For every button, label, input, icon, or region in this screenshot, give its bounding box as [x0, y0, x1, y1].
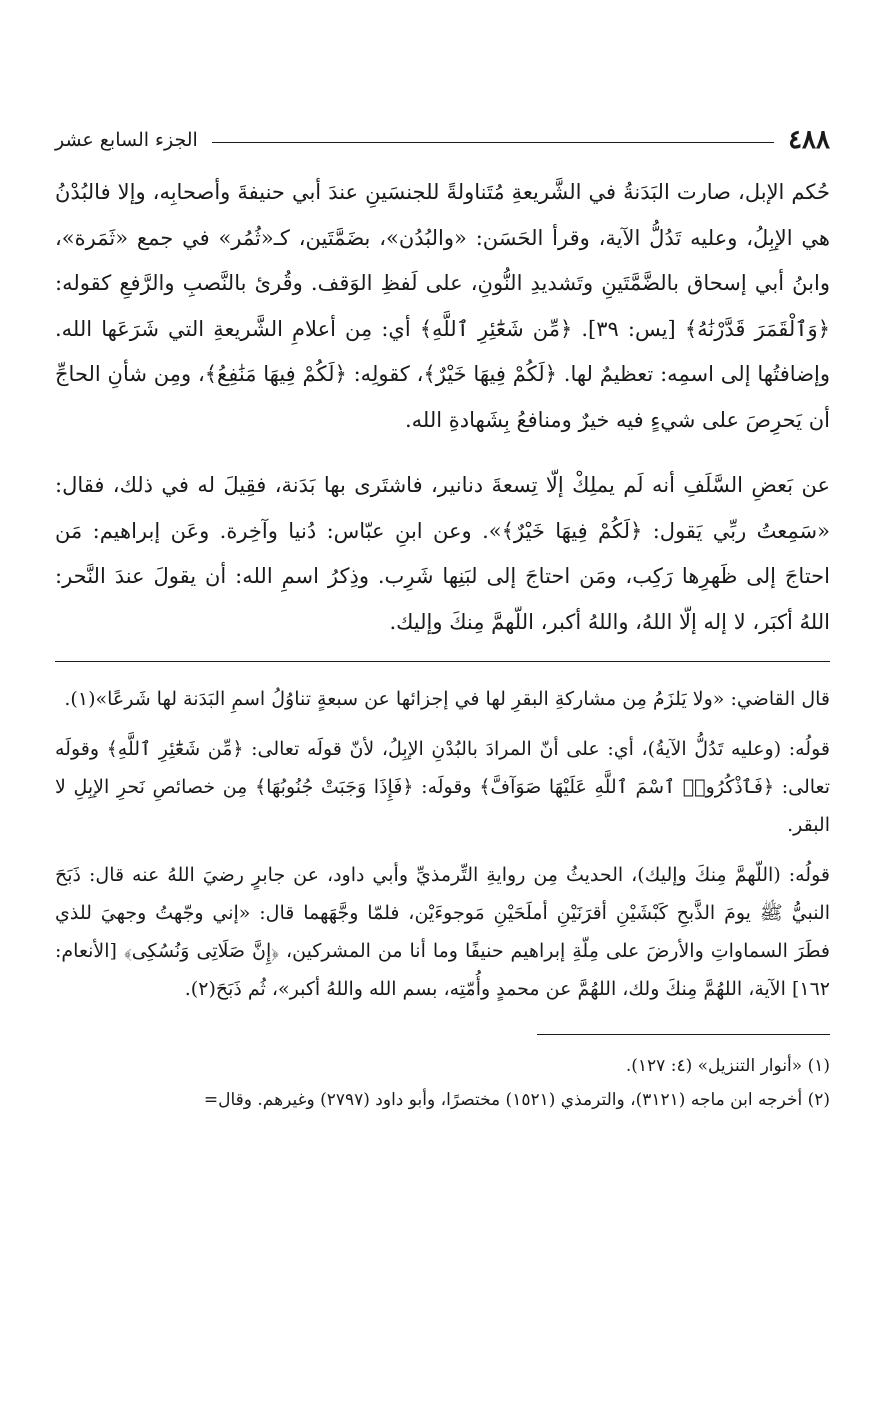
- page-header: [55, 120, 830, 160]
- main-paragraph: عن بَعضِ السَّلَفِ أنه لَم يملِكْ إلّا تِسعةَ دنانير، فاشتَرى بها بَدَنة، فقِيلَ له في ذلك، فقال: «سَمِعتُ ربِّي يَقول: ﴿لَكُمْ فِيهَا خَيْرٌ﴾». وعن ابنِ عبّاس: دُنيا وآخِرة. وعَن إبراهيم: مَن احتاجَ إلى ظَهرِها رَكِب، ومَن احتاجَ إلى لبَنِها شَرِب. وذِكرُ اسمِ الله: أن يقولَ عندَ النَّحر: اللهُ أكبَر، لا إله إلّا اللهُ، واللهُ أكبر، اللّهمَّ مِنكَ وإليك.: [55, 473, 830, 634]
- main-text: [55, 170, 830, 645]
- footnote-separator: [537, 1034, 830, 1035]
- footnotes: [55, 1049, 830, 1117]
- commentary-paragraph: قولُه: (اللّهمَّ مِنكَ وإليك)، الحديثُ مِن روايةِ التِّرمذيِّ وأبي داود، عن جابرٍ رضيَ اللهُ عنه قال: ذَبَحَ النبيُّ ﷺ يومَ الذَّبحِ كَبْشَيْنِ أقرَنَيْنِ أملَحَيْنِ مَوجوءَيْن، فلمّا وجَّهَهما قال: «إني وجّهتُ وجهيَ للذي فطَرَ السماواتِ والأرضَ على مِلّةِ إبراهيم حنيفًا وما أنا من المشركين، ﴿إِنَّ صَلَاتِى وَنُسُكِى﴾ [الأنعام: ١٦٢] الآية، اللهُمَّ مِنكَ ولك، اللهُمَّ عن محمدٍ وأُمّتِه، بسم الله واللهُ أكبر»، ثُم ذَبَحَ(٢).: [55, 864, 830, 1000]
- main-paragraph: حُكم الإبل، صارت البَدَنةُ في الشَّريعةِ مُتَناولةً للجنسَينِ عندَ أبي حنيفةَ وأصحابِه، وإلا فالبُدْنُ هي الإبِلُ، وعليه تَدُلُّ الآية، وقرأ الحَسَن: «والبُدُن»، بضَمَّتَين، كـ«ثُمُر» في جمع «ثَمَرة»، وابنُ أبي إسحاق بالضَّمَّتَينِ وتَشديدِ النُّونِ، على لَفظِ الوَقف. وقُرئ بالنَّصبِ والرَّفعِ كقوله: ﴿وَٱلْقَمَرَ قَدَّرْنَٰهُ﴾ [يس: ٣٩]. ﴿مِّن شَعَٰٓئِرِ ٱللَّهِ﴾ أي: مِن أعلامِ الشَّريعةِ التي شَرَعَها الله. وإضافتُها إلى اسمِه: تعظيمٌ لها. ﴿لَكُمْ فِيهَا خَيْرٌ﴾، كقولِه: ﴿لَكُمْ فِيهَا مَنَٰفِعُ﴾، ومِن شأنِ الحاجِّ أن يَحرِصَ على شيءٍ فيه خيرٌ ومنافعُ بِشَهادةِ الله.: [55, 180, 831, 432]
- commentary-paragraph: قولُه: (وعليه تَدُلُّ الآيةُ)، أي: على أنّ المرادَ بالبُدْنِ الإبِلُ، لأنّ قولَه تعالى: ﴿مِّن شَعَٰٓئِرِ ٱللَّهِ﴾ وقولَه تعالى: ﴿فَٱذْكُرُوا۟ ٱسْمَ ٱللَّهِ عَلَيْهَا صَوَآفَّ﴾ وقولَه: ﴿فَإِذَا وَجَبَتْ جُنُوبُهَا﴾ مِن خصائصِ نَحرِ الإبِلِ لا البقر.: [55, 738, 830, 836]
- header-rule: [212, 142, 774, 143]
- running-title: الجزء السابع عشر: [55, 129, 198, 151]
- page-number: ٤٨٨: [788, 125, 830, 155]
- commentary-separator: [55, 661, 830, 662]
- commentary: [55, 680, 830, 1008]
- commentary-paragraph: قال القاضي: «ولا يَلزَمُ مِن مشاركةِ البقرِ لها في إجزائها عن سبعةٍ تناوُلُ اسمِ البَدَنة لها شَرعًا»(١).: [64, 688, 830, 710]
- footnote: (٢) أخرجه ابن ماجه (٣١٢١)، والترمذي (١٥٢١) مختصرًا، وأبو داود (٢٧٩٧) وغيرهم. وقال=: [203, 1090, 830, 1110]
- footnote: (١) «أنوار التنزيل» (٤: ١٢٧).: [625, 1056, 830, 1076]
